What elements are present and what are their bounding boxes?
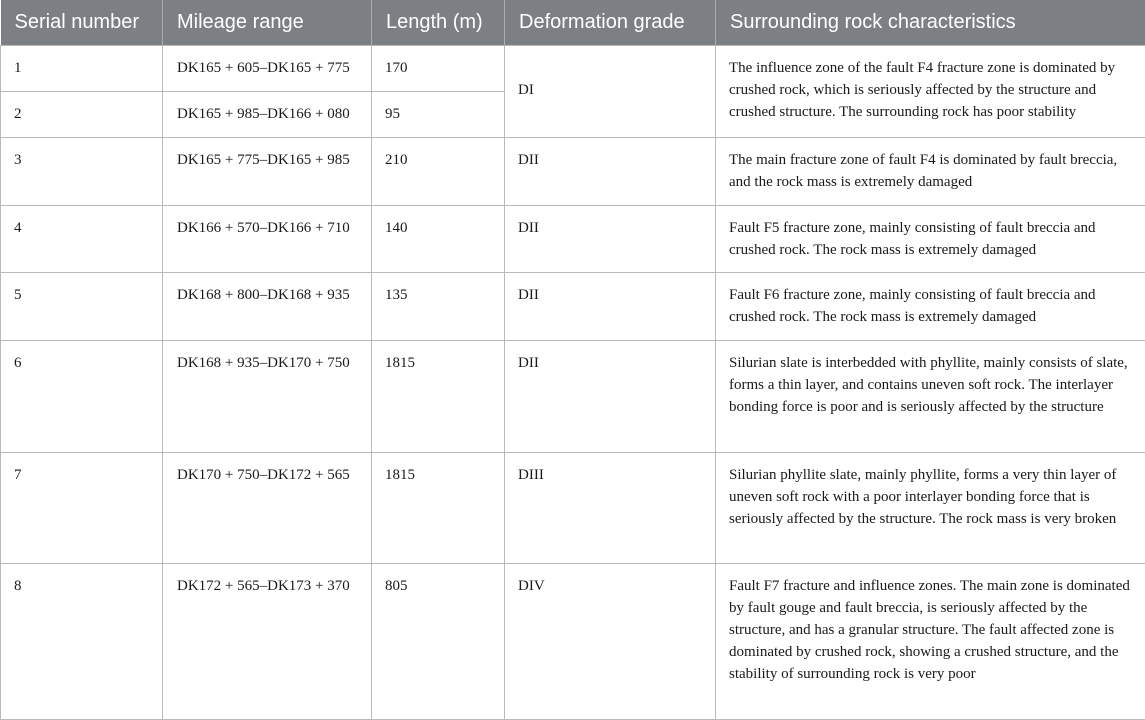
cell-mileage: DK165 + 775–DK165 + 985 xyxy=(163,138,372,206)
header-deformation-grade: Deformation grade xyxy=(505,0,716,46)
cell-serial: 7 xyxy=(1,453,163,564)
cell-serial: 2 xyxy=(1,92,163,138)
table-row xyxy=(1,273,1145,341)
header-mileage-range: Mileage range xyxy=(163,0,372,46)
cell-serial: 3 xyxy=(1,138,163,206)
header-serial-number: Serial number xyxy=(1,0,163,46)
cell-length: 95 xyxy=(372,92,505,138)
cell-description: The main fracture zone of fault F4 is dominated by fault breccia, and the rock mass is extremely damaged xyxy=(716,138,1145,206)
cell-length: 135 xyxy=(372,273,505,341)
cell-description: Fault F7 fracture and influence zones. The main zone is dominated by fault gouge and fault breccia, is seriously affected by the structure, and has a granular structure. The fault affected zone is dominated by crushed rock, showing a crushed structure, and the stability of surrounding rock is very poor xyxy=(716,564,1145,720)
cell-grade: DII xyxy=(505,273,716,341)
cell-serial: 8 xyxy=(1,564,163,720)
cell-description: Fault F6 fracture zone, mainly consisting of fault breccia and crushed rock. The rock mass is extremely damaged xyxy=(716,273,1145,341)
table-row xyxy=(1,138,1145,206)
cell-grade: DII xyxy=(505,206,716,273)
header-length: Length (m) xyxy=(372,0,505,46)
cell-mileage: DK172 + 565–DK173 + 370 xyxy=(163,564,372,720)
cell-mileage: DK165 + 985–DK166 + 080 xyxy=(163,92,372,138)
cell-grade: DIII xyxy=(505,453,716,564)
table-row xyxy=(1,206,1145,273)
cell-mileage: DK168 + 935–DK170 + 750 xyxy=(163,341,372,453)
header-surrounding-rock-characteristics: Surrounding rock characteristics xyxy=(716,0,1145,46)
cell-length: 1815 xyxy=(372,341,505,453)
cell-description: Fault F5 fracture zone, mainly consisting of fault breccia and crushed rock. The rock mass is extremely damaged xyxy=(716,206,1145,273)
cell-mileage: DK168 + 800–DK168 + 935 xyxy=(163,273,372,341)
cell-description: Silurian phyllite slate, mainly phyllite, forms a very thin layer of uneven soft rock with a poor interlayer bonding force that is seriously affected by the structure. The rock mass is very broken xyxy=(716,453,1145,564)
cell-length: 1815 xyxy=(372,453,505,564)
cell-grade: DII xyxy=(505,138,716,206)
cell-length: 170 xyxy=(372,46,505,92)
cell-serial: 6 xyxy=(1,341,163,453)
cell-description: Silurian slate is interbedded with phyllite, mainly consists of slate, forms a thin layer, and contains uneven soft rock. The interlayer bonding force is poor and is seriously affected by the structure xyxy=(716,341,1145,453)
cell-length: 140 xyxy=(372,206,505,273)
cell-grade: DIV xyxy=(505,564,716,720)
table-row xyxy=(1,341,1145,453)
cell-grade: DI xyxy=(505,46,716,138)
cell-serial: 5 xyxy=(1,273,163,341)
cell-mileage: DK165 + 605–DK165 + 775 xyxy=(163,46,372,92)
cell-serial: 4 xyxy=(1,206,163,273)
cell-mileage: DK166 + 570–DK166 + 710 xyxy=(163,206,372,273)
table-row xyxy=(1,46,1145,92)
cell-description: The influence zone of the fault F4 fracture zone is dominated by crushed rock, which is seriously affected by the structure and crushed structure. The surrounding rock has poor stability xyxy=(716,46,1145,138)
cell-mileage: DK170 + 750–DK172 + 565 xyxy=(163,453,372,564)
table-row xyxy=(1,453,1145,564)
table-row xyxy=(1,564,1145,720)
cell-length: 805 xyxy=(372,564,505,720)
cell-length: 210 xyxy=(372,138,505,206)
cell-serial: 1 xyxy=(1,46,163,92)
cell-grade: DII xyxy=(505,341,716,453)
table-header-row xyxy=(1,0,1145,46)
